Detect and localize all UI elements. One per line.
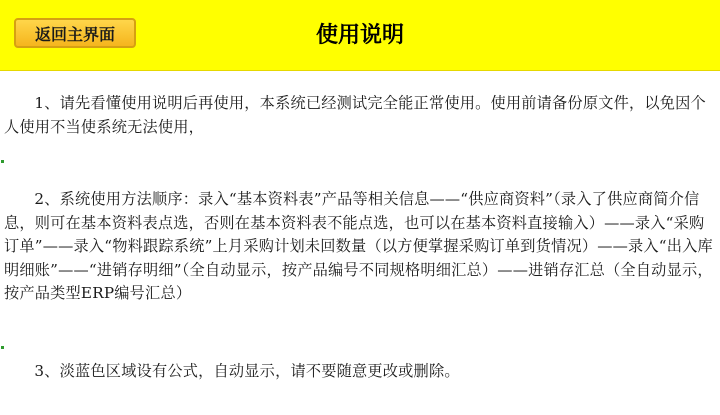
instruction-paragraph-1: 1、请先看懂使用说明后再使用，本系统已经测试完全能正常使用。使用前请备份原文件，以免因个人使用不当使系统无法使用， <box>4 94 706 136</box>
cell-marker <box>1 346 4 349</box>
back-to-main-button[interactable]: 返回主界面 <box>14 18 136 48</box>
page-title-text: 使用说明 <box>315 23 404 48</box>
instruction-paragraph-3: 3、淡蓝色区域设有公式，自动显示，请不要随意更改或删除。 <box>34 362 460 380</box>
header-bar <box>0 0 720 71</box>
instruction-paragraph-2: 2、系统使用方法顺序：录入“基本资料表”产品等相关信息——“供应商资料”（录入了供应商简介信息，则可在基本资料表点选，否则在基本资料表不能点选，也可以在基本资料直接输入）——录入“采购订单”——录入“物料跟踪系统”上月采购计划未回数量（以方便掌握采购订单到货情况）——录入“出入库明细账”——“进销存明细”（全自动显示，按产品编号不同规格明细汇总）——进销存汇总（全自动显示，按产品类型ERP编号汇总） <box>4 190 713 302</box>
cell-marker <box>1 160 4 163</box>
page-title <box>0 18 720 49</box>
